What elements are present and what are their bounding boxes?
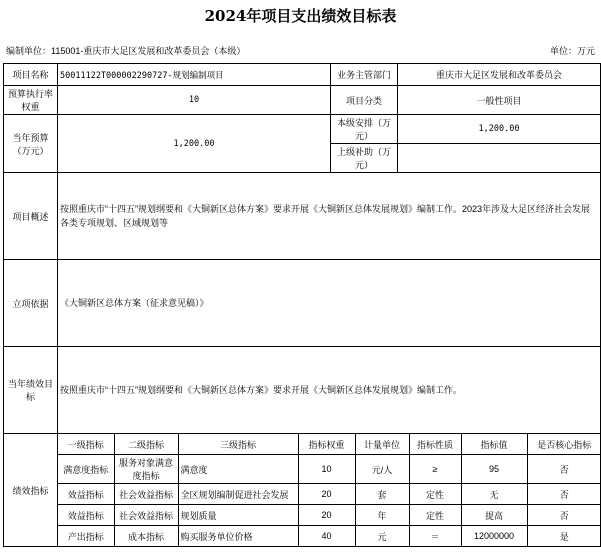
- nature-header: 指标性质: [409, 434, 461, 455]
- row-budget-local: [4, 115, 601, 144]
- local-budget-value: 1,200.00: [398, 115, 601, 144]
- indicator-nature: 定性: [409, 484, 461, 505]
- indicator-weight: 40: [298, 526, 355, 547]
- overview-text: 按照重庆市“十四五”规划纲要和《大铜新区总体方案》要求开展《大铜新区总体发展规划》编制工作。2023年涉及大足区经济社会发展各类专项规划、区域规划等: [58, 173, 601, 260]
- currency-unit: 单位：万元: [549, 46, 595, 56]
- indicator-unit: 元/人: [355, 455, 409, 484]
- upper-subsidy-label: 上级补助（万元）: [331, 144, 398, 173]
- level3-header: 三级指标: [178, 434, 298, 455]
- budget-value: 1,200.00: [58, 115, 331, 173]
- indicator-level3: 全区规划编制促进社会发展: [178, 484, 298, 505]
- indicator-level2: 社会效益指标: [114, 505, 178, 526]
- indicator-level1: 效益指标: [58, 505, 114, 526]
- sheet-title: 2024年项目支出绩效目标表: [204, 6, 397, 25]
- indicator-weight: 20: [298, 484, 355, 505]
- org-unit-label: 编制单位：: [6, 46, 52, 56]
- indicator-level1: 满意度指标: [58, 455, 114, 484]
- budget-label: 当年预算（万元）: [4, 115, 58, 173]
- indicator-unit: 元: [355, 526, 409, 547]
- indicator-level3: 购买服务单位价格: [178, 526, 298, 547]
- indicator-level1: 产出指标: [58, 526, 114, 547]
- dept-value: 重庆市大足区发展和改革委员会: [398, 64, 601, 86]
- indicator-row: [58, 526, 601, 547]
- unit-header: 计量单位: [355, 434, 409, 455]
- weight-header: 指标权重: [298, 434, 355, 455]
- row-project-name: [4, 64, 601, 86]
- level1-header: 一级指标: [58, 434, 114, 455]
- row-indicators: [4, 434, 601, 547]
- indicator-level2: 社会效益指标: [114, 484, 178, 505]
- row-basis: [4, 260, 601, 347]
- category-value: 一般性项目: [398, 86, 601, 115]
- goal-label: 当年绩效目标: [4, 347, 58, 434]
- project-name-value: 50011122T000002290727-规划编制项目: [58, 64, 331, 86]
- indicator-unit: 套: [355, 484, 409, 505]
- indicator-level2: 成本指标: [114, 526, 178, 547]
- indicators-label: 绩效指标: [4, 434, 58, 547]
- upper-subsidy-value: [398, 144, 601, 173]
- indicator-nature: ＝: [409, 526, 461, 547]
- indicator-value: 无: [461, 484, 527, 505]
- indicator-core: 否: [527, 455, 601, 484]
- indicator-core: 是: [527, 526, 601, 547]
- weight-label: 预算执行率权重: [4, 86, 58, 115]
- indicator-row: [58, 455, 601, 484]
- indicator-weight: 20: [298, 505, 355, 526]
- indicators-header-row: [58, 434, 601, 455]
- org-unit-value: 115001-重庆市大足区发展和改革委员会（本级）: [51, 46, 246, 56]
- basis-label: 立项依据: [4, 260, 58, 347]
- indicators-table: [58, 434, 601, 546]
- row-goal: [4, 347, 601, 434]
- indicator-level3: 规划质量: [178, 505, 298, 526]
- core-header: 是否核心指标: [527, 434, 601, 455]
- project-table: [3, 63, 601, 547]
- local-budget-label: 本级安排（万元）: [331, 115, 398, 144]
- dept-label: 业务主管部门: [331, 64, 398, 86]
- indicator-value: 提高: [461, 505, 527, 526]
- indicator-weight: 10: [298, 455, 355, 484]
- row-weight: [4, 86, 601, 115]
- indicator-core: 否: [527, 505, 601, 526]
- category-label: 项目分类: [331, 86, 398, 115]
- level2-header: 二级指标: [114, 434, 178, 455]
- indicator-core: 否: [527, 484, 601, 505]
- indicator-row: [58, 484, 601, 505]
- overview-label: 项目概述: [4, 173, 58, 260]
- project-name-label: 项目名称: [4, 64, 58, 86]
- indicator-nature: ≥: [409, 455, 461, 484]
- indicator-level3: 满意度: [178, 455, 298, 484]
- unit-row: [3, 40, 599, 60]
- indicator-value: 12000000: [461, 526, 527, 547]
- value-header: 指标值: [461, 434, 527, 455]
- weight-value: 10: [58, 86, 331, 115]
- goal-text: 按照重庆市“十四五”规划纲要和《大铜新区总体方案》要求开展《大铜新区总体发展规划》编制工作。: [58, 347, 601, 434]
- indicator-unit: 年: [355, 505, 409, 526]
- basis-text: 《大铜新区总体方案（征求意见稿）》: [58, 260, 601, 347]
- indicator-level2: 服务对象满意度指标: [114, 455, 178, 484]
- indicator-row: [58, 505, 601, 526]
- row-overview: [4, 173, 601, 260]
- indicator-nature: 定性: [409, 505, 461, 526]
- indicator-value: 95: [461, 455, 527, 484]
- indicator-level1: 效益指标: [58, 484, 114, 505]
